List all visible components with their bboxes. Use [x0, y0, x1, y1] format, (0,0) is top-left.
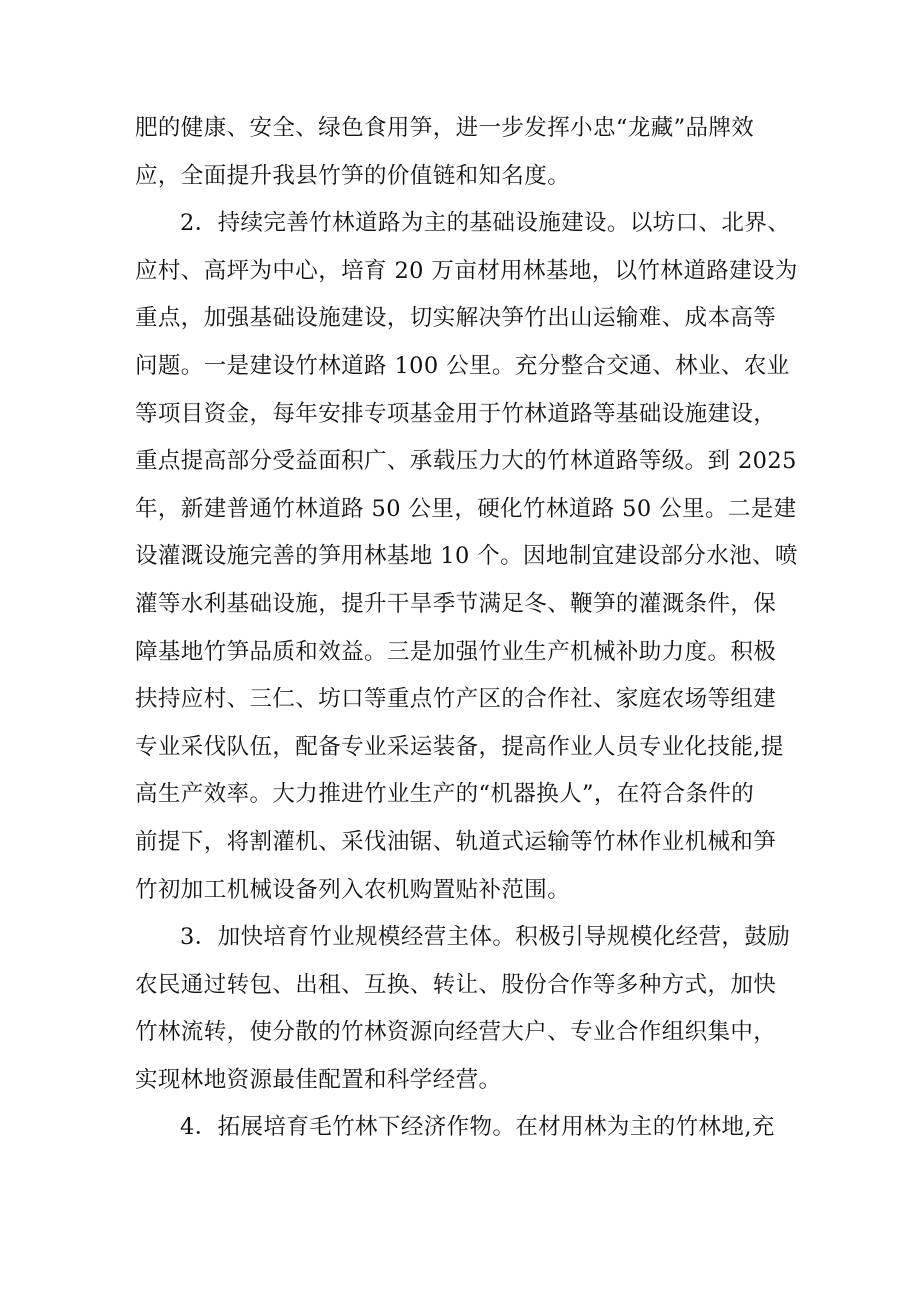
text-line: 设灌溉设施完善的笋用林基地 10 个。因地制宜建设部分水池、喷: [135, 543, 798, 570]
text-line: 扶持应村、三仁、坊口等重点竹产区的合作社、家庭农场等组建: [135, 686, 777, 713]
text-line: 高生产效率。大力推进竹业生产的“机器换人”，在符合条件的: [135, 781, 755, 808]
text-line: 等项目资金，每年安排专项基金用于竹林道路等基础设施建设，: [135, 400, 777, 427]
text-line: 专业采伐队伍，配备专业采运装备，提高作业人员专业化技能,提: [135, 733, 784, 760]
text-line: 重点提高部分受益面积广、承载压力大的竹林道路等级。到 2025: [135, 448, 797, 475]
paragraph-start-line: 2．持续完善竹林道路为主的基础设施建设。以坊口、北界、: [180, 210, 791, 237]
text-line: 应，全面提升我县竹笋的价值链和知名度。: [135, 162, 571, 189]
text-line: 重点，加强基础设施建设，切实解决笋竹出山运输难、成本高等: [135, 305, 777, 332]
text-line: 肥的健康、安全、绿色食用笋，进一步发挥小忠“龙藏”品牌效: [135, 115, 755, 141]
text-line: 灌等水利基础设施，提升干旱季节满足冬、鞭笋的灌溉条件，保: [135, 590, 777, 617]
text-line: 前提下，将割灌机、采伐油锯、轨道式运输等竹林作业机械和笋: [135, 828, 777, 855]
text-line: 应村、高坪为中心，培育 20 万亩材用林基地，以竹林道路建设为: [135, 257, 798, 284]
body-text: [135, 105, 800, 1152]
text-line: 农民通过转包、出租、互换、转让、股份合作等多种方式，加快: [135, 971, 777, 998]
paragraph-start-line: 4．拓展培育毛竹林下经济作物。在材用林为主的竹林地,充: [180, 1114, 775, 1141]
text-line: 实现林地资源最佳配置和科学经营。: [135, 1066, 502, 1093]
text-line: 竹初加工机械设备列入农机购置贴补范围。: [135, 876, 571, 903]
text-line: 年，新建普通竹林道路 50 公里，硬化竹林道路 50 公里。二是建: [135, 495, 797, 522]
text-line: 问题。一是建设竹林道路 100 公里。充分整合交通、林业、农业: [135, 352, 790, 379]
paragraph-start-line: 3．加快培育竹业规模经营主体。积极引导规模化经营，鼓励: [180, 924, 791, 951]
text-line: 障基地竹笋品质和效益。三是加强竹业生产机械补助力度。积极: [135, 638, 777, 665]
text-line: 竹林流转，使分散的竹林资源向经营大户、专业合作组织集中，: [135, 1019, 777, 1046]
